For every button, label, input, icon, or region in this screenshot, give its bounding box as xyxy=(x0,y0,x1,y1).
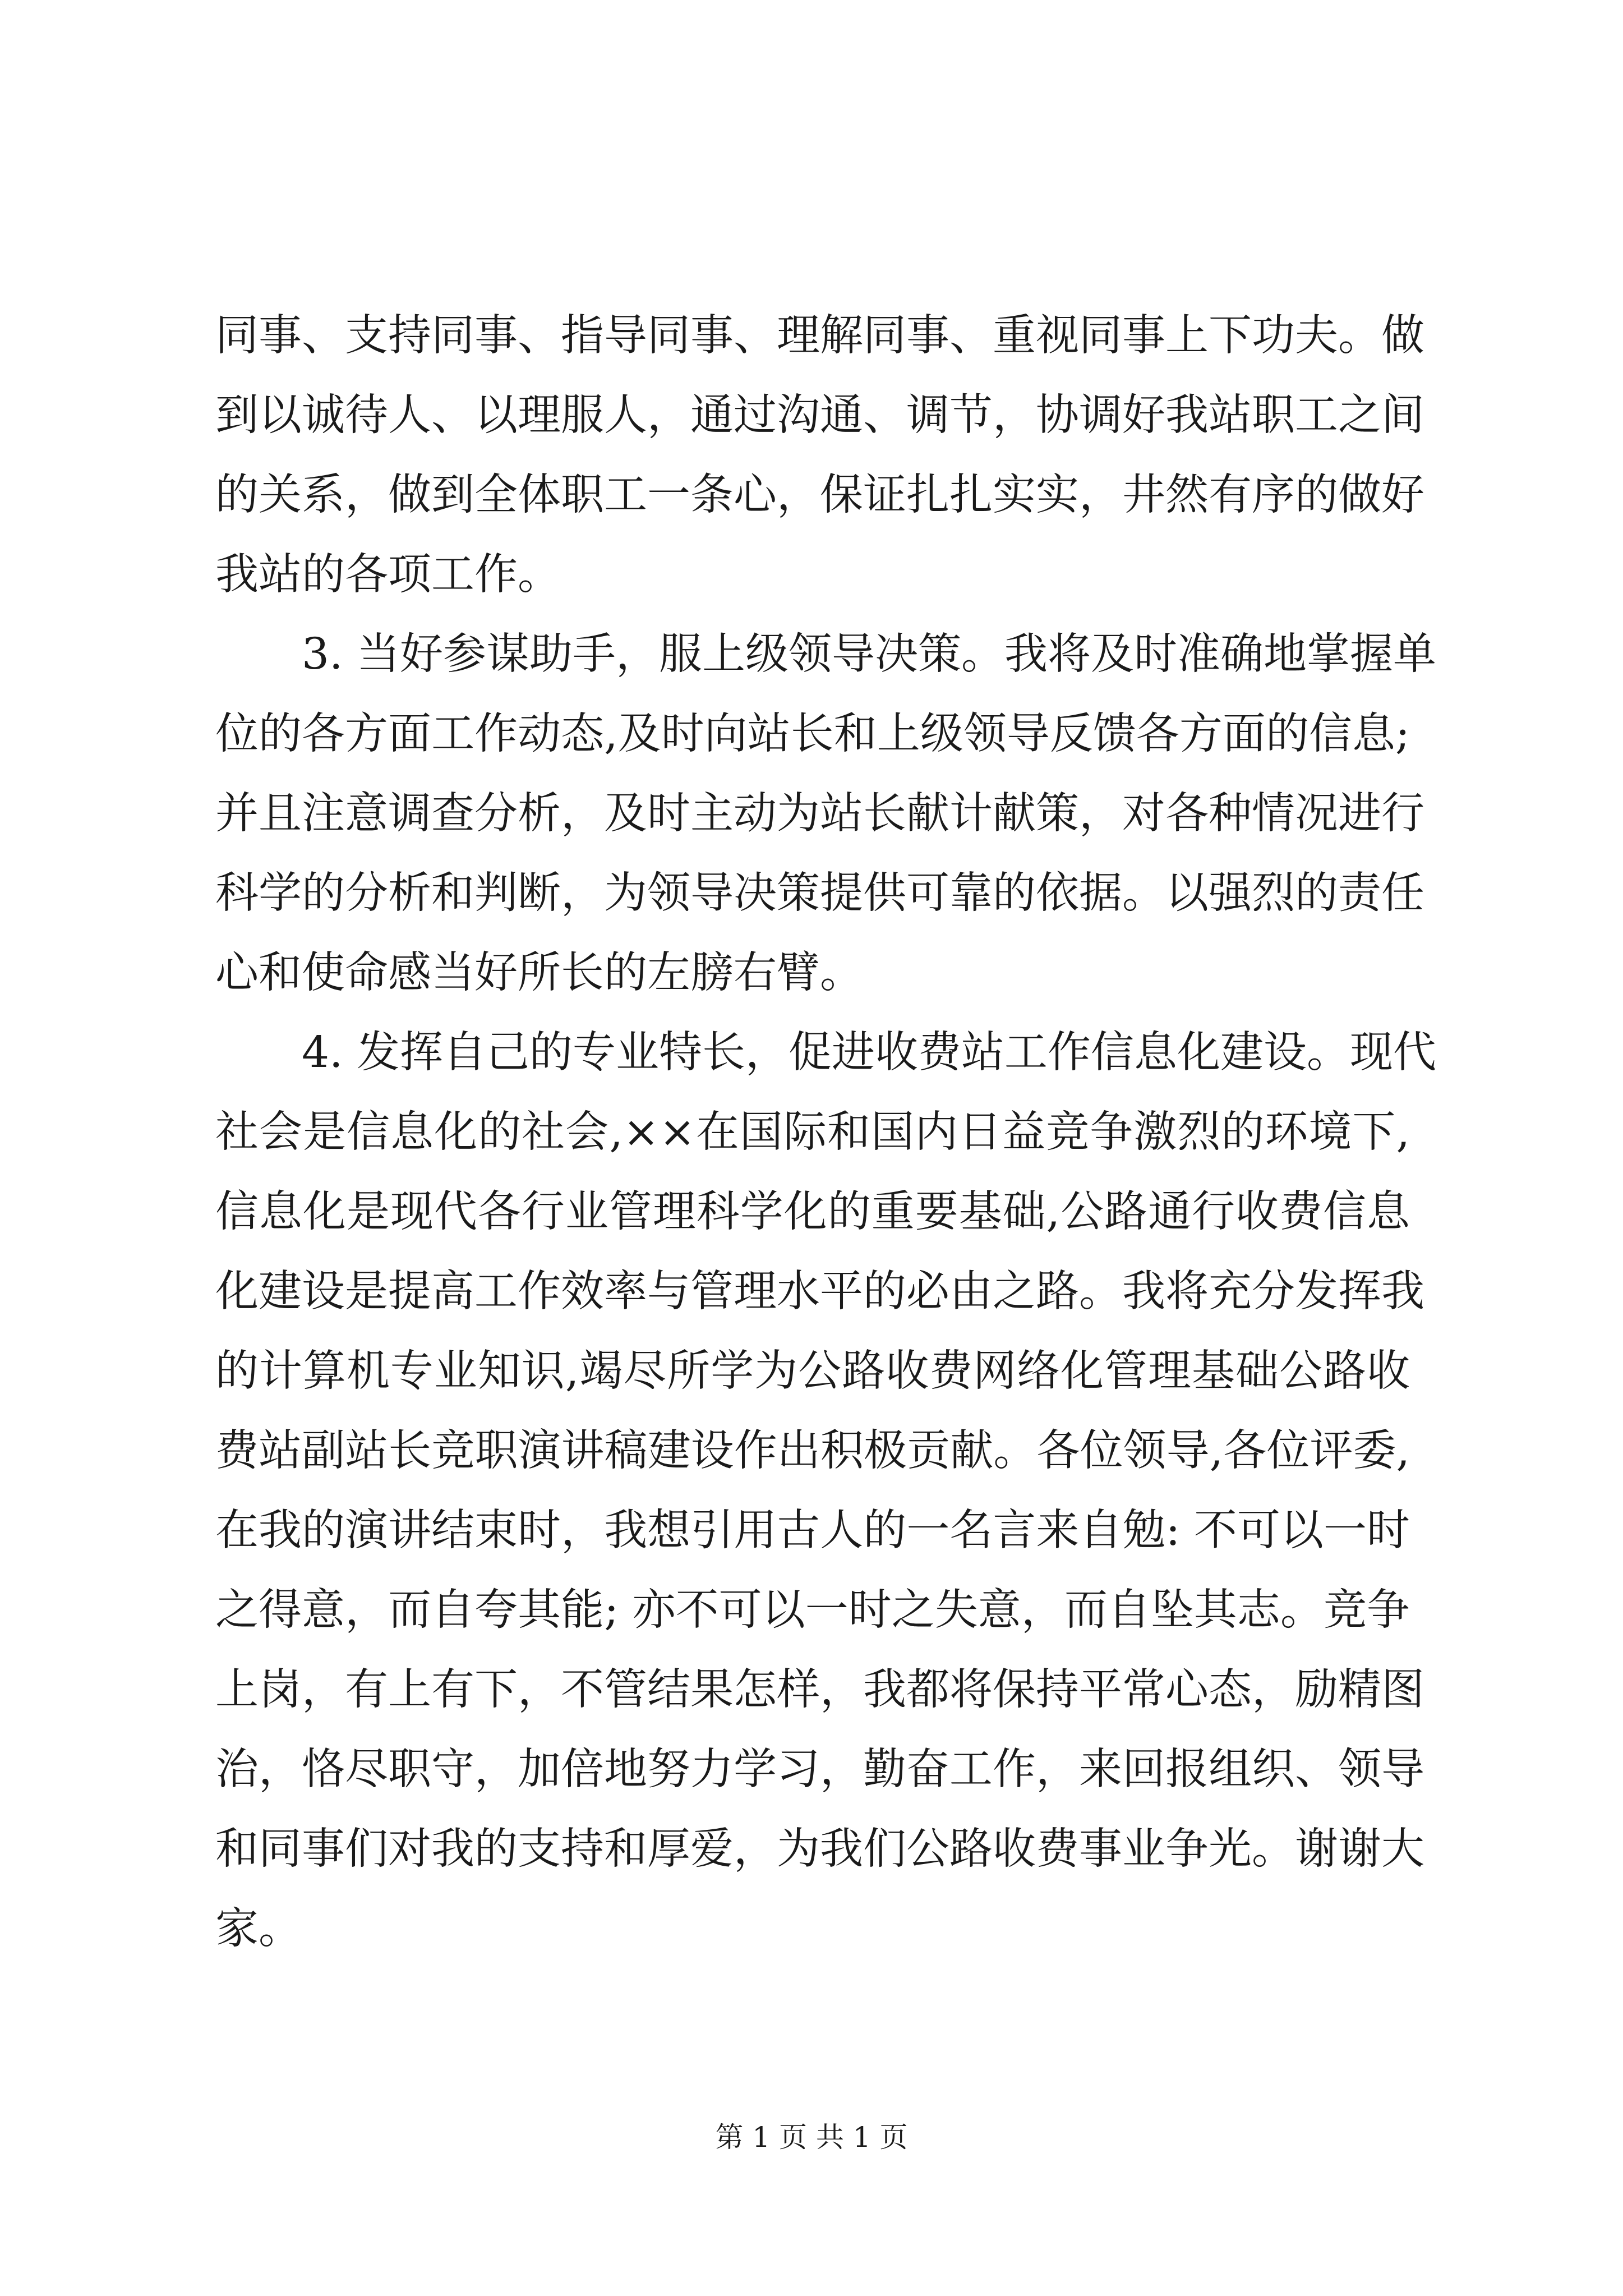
text-line: 费站副站长竞职演讲稿建设作出积极贡献。各位领导,各位评委, xyxy=(215,1426,1410,1476)
text-line: 到以诚待人、以理服人，通过沟通、调节，协调好我站职工之间 xyxy=(215,390,1424,440)
text-line: 并且注意调查分析，及时主动为站长献计献策，对各种情况进行 xyxy=(215,789,1424,839)
text-line: 家。 xyxy=(215,1904,302,1954)
text-line: 的计算机专业知识,竭尽所学为公路收费网络化管理基础公路收 xyxy=(215,1346,1410,1396)
paragraph-1 xyxy=(215,296,1424,615)
text-line: 3. 当好参谋助手，服上级领导决策。我将及时准确地掌握单 xyxy=(302,629,1436,679)
paragraph-2 xyxy=(215,615,1436,1013)
text-line: 我站的各项工作。 xyxy=(215,550,561,600)
text-line: 心和使命感当好所长的左膀右臂。 xyxy=(215,948,863,998)
text-line: 之得意，而自夸其能; 亦不可以一时之失意，而自坠其志。竞争 xyxy=(215,1585,1410,1635)
text-line: 位的各方面工作动态,及时向站长和上级领导反馈各方面的信息; xyxy=(215,709,1410,759)
text-line: 和同事们对我的支持和厚爱，为我们公路收费事业争光。谢谢大 xyxy=(215,1824,1424,1874)
text-line: 科学的分析和判断，为领导决策提供可靠的依据。以强烈的责任 xyxy=(215,868,1424,918)
page-footer xyxy=(0,2120,1623,2154)
text-line: 上岗，有上有下，不管结果怎样，我都将保持平常心态，励精图 xyxy=(215,1665,1424,1715)
text-line: 社会是信息化的社会,××在国际和国内日益竞争激烈的环境下, xyxy=(215,1107,1410,1157)
text-line: 同事、支持同事、指导同事、理解同事、重视同事上下功夫。做 xyxy=(215,311,1424,361)
body-text xyxy=(215,296,1436,1969)
text-line: 在我的演讲结束时，我想引用古人的一名言来自勉: 不可以一时 xyxy=(215,1506,1410,1556)
text-line: 信息化是现代各行业管理科学化的重要基础,公路通行收费信息 xyxy=(215,1187,1410,1237)
text-line: 的关系，做到全体职工一条心，保证扎扎实实，井然有序的做好 xyxy=(215,470,1424,520)
text-line: 化建设是提高工作效率与管理水平的必由之路。我将充分发挥我 xyxy=(215,1267,1424,1317)
text-line: 4. 发挥自己的专业特长，促进收费站工作信息化建设。现代 xyxy=(302,1028,1436,1078)
text-line: 治，恪尽职守，加倍地努力学习，勤奋工作，来回报组织、领导 xyxy=(215,1745,1424,1795)
paragraph-3 xyxy=(215,1013,1436,1969)
page-number-label: 第 1 页 共 1 页 xyxy=(715,2121,908,2154)
